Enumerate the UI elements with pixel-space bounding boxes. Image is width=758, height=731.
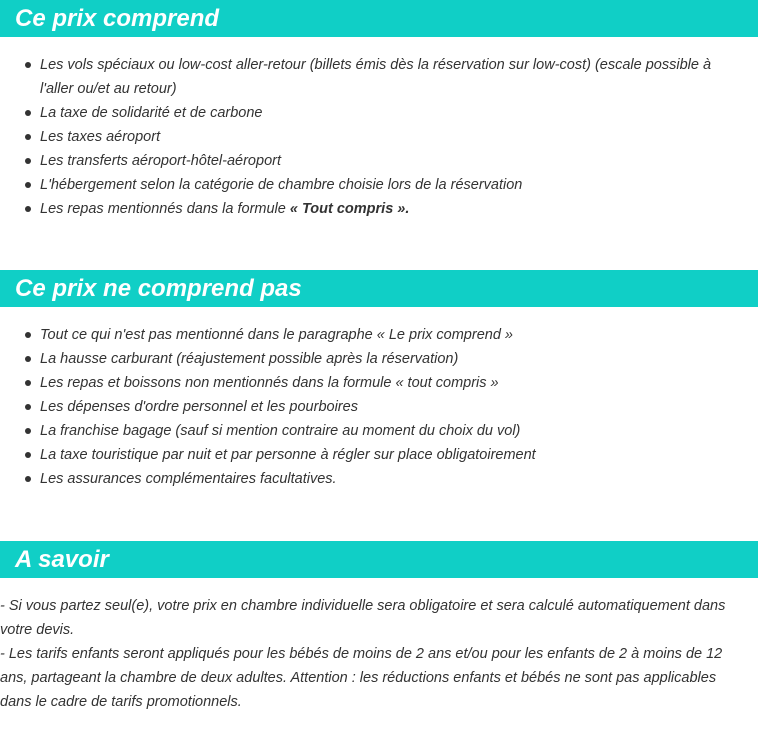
list-item: Les repas et boissons non mentionnés dans la formule « tout compris » bbox=[40, 371, 738, 395]
excludes-list bbox=[0, 323, 758, 491]
list-item: Les transferts aéroport-hôtel-aéroport bbox=[40, 149, 738, 173]
item-text: Les repas mentionnés dans la formule bbox=[40, 201, 290, 217]
info-body bbox=[0, 594, 758, 714]
list-item: La hausse carburant (réajustement possible après la réservation) bbox=[40, 347, 738, 371]
list-item: La franchise bagage (sauf si mention contraire au moment du choix du vol) bbox=[40, 419, 738, 443]
list-item: Les dépenses d'ordre personnel et les pourboires bbox=[40, 395, 738, 419]
excludes-header: Ce prix ne comprend pas bbox=[0, 270, 758, 307]
list-item: Les assurances complémentaires facultatives. bbox=[40, 467, 738, 491]
list-item: Tout ce qui n'est pas mentionné dans le paragraphe « Le prix comprend » bbox=[40, 323, 738, 347]
info-paragraph: - Les tarifs enfants seront appliqués pour les bébés de moins de 2 ans et/ou pour les enfants de 2 à moins de 12 ans, partageant la chambre de deux adultes. Attention : les réductions enfants et bébés ne sont pas applicables dans le cadre de tarifs promotionnels. bbox=[0, 646, 723, 710]
info-header: A savoir bbox=[0, 541, 758, 578]
list-item: La taxe touristique par nuit et par personne à régler sur place obligatoirement bbox=[40, 443, 738, 467]
includes-header: Ce prix comprend bbox=[0, 0, 758, 37]
list-item: La taxe de solidarité et de carbone bbox=[40, 101, 738, 125]
list-item: L'hébergement selon la catégorie de chambre choisie lors de la réservation bbox=[40, 173, 738, 197]
list-item bbox=[40, 197, 738, 221]
item-bold-text: « Tout compris ». bbox=[289, 201, 410, 217]
list-item: Les taxes aéroport bbox=[40, 125, 738, 149]
list-item: Les vols spéciaux ou low-cost aller-retour (billets émis dès la réservation sur low-cost) (escale possible à l'aller ou/et au retour) bbox=[40, 53, 738, 101]
includes-list bbox=[0, 53, 758, 221]
info-paragraph: - Si vous partez seul(e), votre prix en chambre individuelle sera obligatoire et sera calculé automatiquement dans votre devis. bbox=[0, 598, 726, 638]
